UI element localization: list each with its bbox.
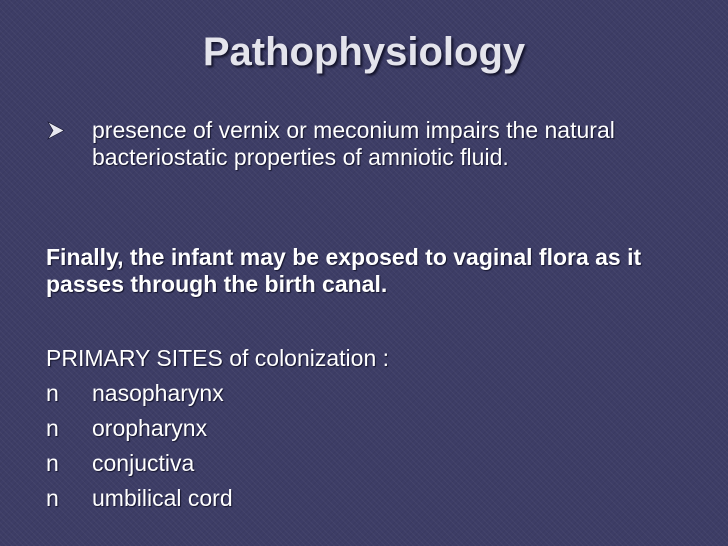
site-item-nasopharynx: [46, 380, 446, 407]
site-marker: n: [46, 415, 59, 441]
site-label: nasopharynx: [92, 380, 224, 406]
sites-heading: PRIMARY SITES of colonization :: [46, 345, 390, 371]
site-marker: n: [46, 485, 59, 511]
bullet-text: presence of vernix or meconium impairs the natural bacteriostatic properties of amniotic fluid.: [92, 117, 615, 170]
site-item-oropharynx: [46, 415, 446, 442]
site-marker: n: [46, 450, 59, 476]
arrow-bullet-icon: [46, 117, 70, 144]
site-item-conjuctiva: [46, 450, 446, 477]
site-item-umbilical-cord: [46, 485, 446, 512]
bullet-paragraph: [0, 117, 706, 171]
site-marker: n: [46, 380, 59, 406]
site-label: oropharynx: [92, 415, 208, 441]
emphasis-paragraph: Finally, the infant may be exposed to vaginal flora as it passes through the birth canal.: [46, 244, 642, 297]
slide-title: Pathophysiology: [202, 30, 526, 74]
site-label: conjuctiva: [92, 450, 195, 476]
site-label: umbilical cord: [92, 485, 233, 511]
